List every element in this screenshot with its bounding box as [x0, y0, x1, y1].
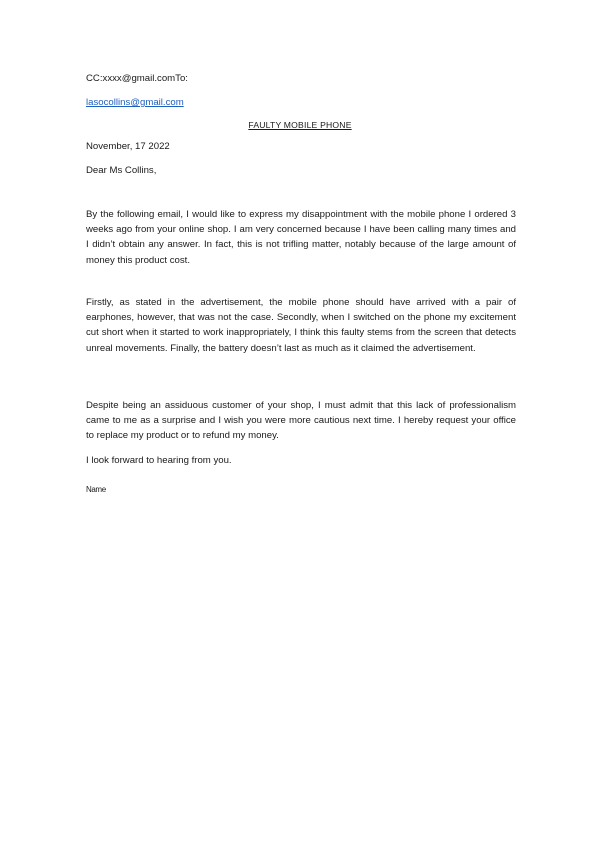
body-paragraph-3: Despite being an assiduous customer of your shop, I must admit that this lack of professionalism came to me as a surprise and I wish you were more cautious next time. I hereby request your office to replace my product or to refund my money. [86, 400, 516, 442]
body-paragraph-1: By the following email, I would like to express my disappointment with the mobile phone I ordered 3 weeks ago from your online shop. I am very concerned because I have been calling many times and I didn’t obtain any answer. In fact, this is not trifling matter, notably because of the large amount of money this product cost. [86, 209, 516, 266]
signature: Name [86, 485, 106, 494]
recipient-email-link[interactable]: lasocollins@gmail.com [86, 97, 184, 108]
letter-subject: FAULTY MOBILE PHONE [248, 120, 352, 130]
cc-line: CC:xxxx@gmail.comTo: [86, 73, 188, 84]
letter-date: November, 17 2022 [86, 141, 170, 152]
body-paragraph-2: Firstly, as stated in the advertisement, the mobile phone should have arrived with a pair of earphones, however, that was not the case. Secondly, when I switched on the phone my excitement cut short when it started to work inappropriately, I think this faulty stems from the screen that detects unreal movements. Finally, the battery doesn’t last as much as it claimed the advertisement. [86, 297, 516, 354]
salutation: Dear Ms Collins, [86, 165, 157, 176]
closing-line: I look forward to hearing from you. [86, 455, 232, 466]
